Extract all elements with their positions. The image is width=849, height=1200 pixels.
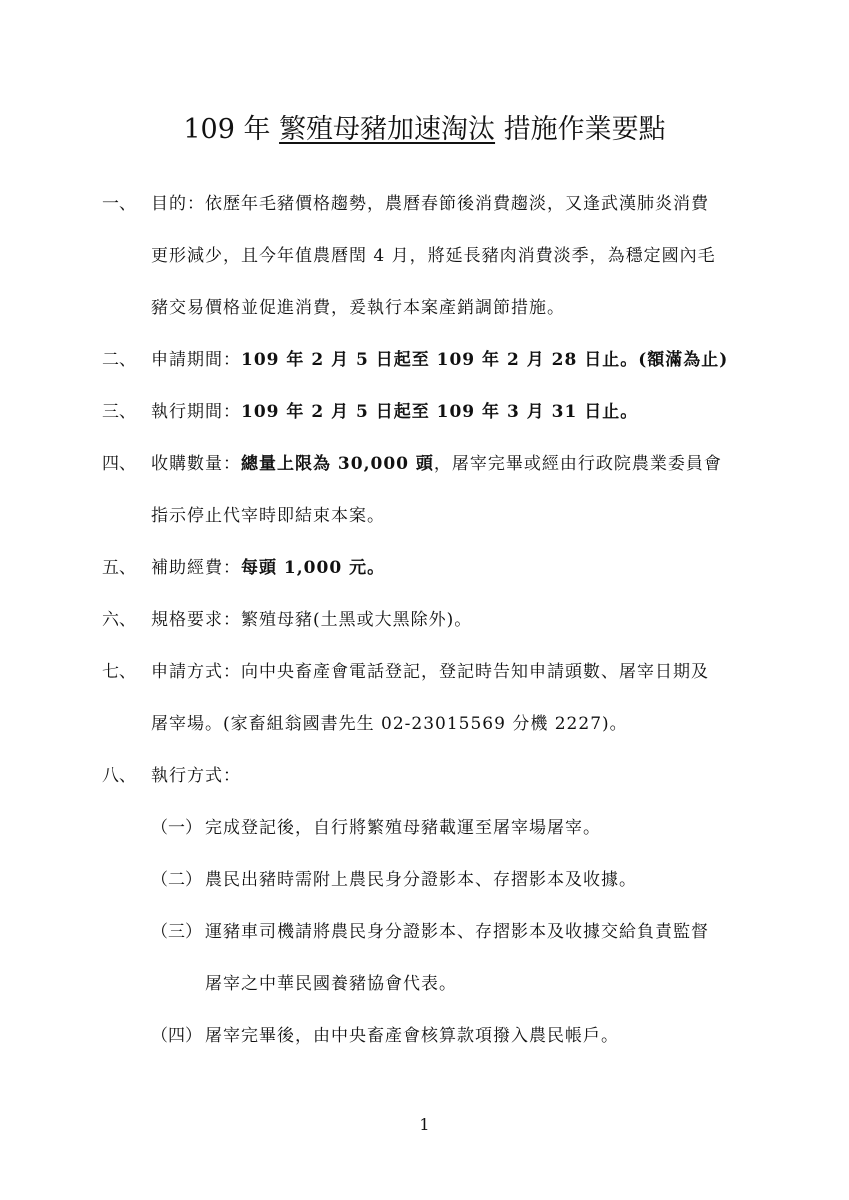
item-line (151, 347, 728, 373)
item-number: 三、 (102, 402, 136, 422)
subitem-line: 屠宰完畢後，由中央畜產會核算款項撥入農民帳戶。 (205, 1026, 619, 1046)
item-number: 二、 (102, 350, 136, 370)
item-line: 屠宰場。(家畜組翁國書先生 02-23015569 分機 2227)。 (151, 714, 628, 734)
subitem-number: （二） (151, 870, 202, 890)
subitem-number: （四） (151, 1026, 202, 1046)
item-label: 執行期間： (151, 402, 241, 422)
subitem-line: 屠宰之中華民國養豬協會代表。 (205, 974, 457, 994)
item-label: 規格要求： (151, 610, 241, 630)
item-text: 繁殖母豬(土黑或大黑除外)。 (241, 610, 473, 630)
subitem-number: （三） (151, 922, 202, 942)
item-number: 四、 (102, 454, 136, 474)
item-label: 申請期間： (151, 350, 241, 370)
subitem-line: 農民出豬時需附上農民身分證影本、存摺影本及收據。 (205, 870, 637, 890)
item-number: 七、 (102, 662, 136, 682)
item-number: 八、 (102, 766, 136, 786)
page-number: 1 (419, 1115, 430, 1134)
subitem-line: 完成登記後，自行將繁殖母豬載運至屠宰場屠宰。 (205, 818, 601, 838)
document-title (0, 112, 849, 148)
title-prefix: 109 年 (183, 114, 271, 145)
subitem-line: 運豬車司機請將農民身分證影本、存摺影本及收據交給負責監督 (205, 922, 709, 942)
item-bold-text: 每頭 1,000 元。 (241, 558, 386, 578)
item-line: 指示停止代宰時即結束本案。 (151, 506, 385, 526)
item-line (151, 763, 241, 789)
item-line (151, 555, 385, 581)
item-text: 向中央畜產會電話登記，登記時告知申請頭數、屠宰日期及 (241, 662, 709, 682)
subitem-number: （一） (151, 818, 202, 838)
item-label: 執行方式： (151, 766, 241, 786)
title-suffix: 措施作業要點 (503, 114, 666, 145)
item-text: ，屠宰完畢或經由行政院農業委員會 (433, 454, 722, 474)
item-label: 收購數量： (151, 454, 241, 474)
item-bold-text: 109 年 2 月 5 日起至 109 年 3 月 31 日止。 (241, 402, 639, 422)
item-label: 補助經費： (151, 558, 241, 578)
item-line (151, 451, 722, 477)
item-line: 豬交易價格並促進消費，爰執行本案產銷調節措施。 (151, 298, 565, 318)
item-number: 一、 (102, 194, 136, 214)
item-label: 申請方式： (151, 662, 241, 682)
item-line (151, 191, 709, 217)
title-underlined: 繁殖母豬加速淘汰 (279, 114, 496, 145)
item-number: 五、 (102, 558, 136, 578)
item-number: 六、 (102, 610, 136, 630)
item-line (151, 659, 709, 685)
item-line (151, 399, 638, 425)
item-label: 目的： (151, 194, 205, 214)
item-line: 更形減少，且今年值農曆閏 4 月，將延長豬肉消費淡季，為穩定國內毛 (151, 246, 716, 266)
item-bold-text: 109 年 2 月 5 日起至 109 年 2 月 28 日止。(額滿為止) (241, 350, 729, 370)
item-bold-text: 總量上限為 30,000 頭 (241, 454, 434, 474)
item-line (151, 607, 472, 633)
item-text: 依歷年毛豬價格趨勢，農曆春節後消費趨淡，又逢武漢肺炎消費 (205, 194, 709, 214)
